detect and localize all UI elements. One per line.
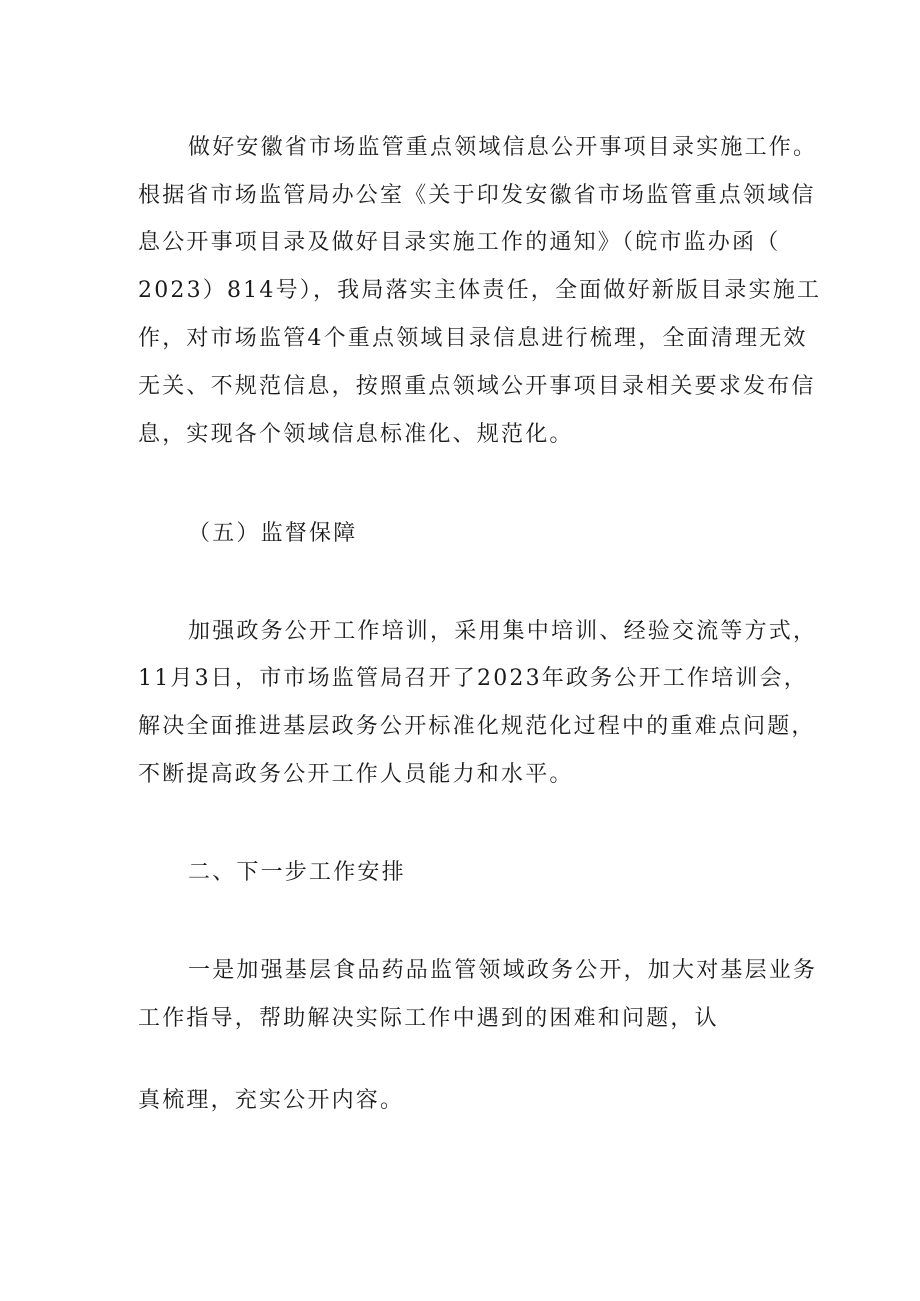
paragraph-line: 解决全面推进基层政务公开标准化规范化过程中的重难点问题，: [138, 714, 816, 739]
paragraph-line: 息公开事项目录及做好目录实施工作的通知》（皖市监办函（: [138, 230, 781, 255]
paragraph-line: 11月3日，市市场监管局召开了2023年政务公开工作培训会，: [138, 666, 808, 691]
paragraph-line: 一是加强基层食品药品监管领域政务公开，加大对基层业务: [188, 958, 818, 983]
paragraph-line: 工作指导，帮助解决实际工作中遇到的困难和问题，认: [138, 1006, 719, 1031]
paragraph-line: 做好安徽省市场监管重点领域信息公开事项目录实施工作。: [188, 135, 818, 160]
paragraph-line: 加强政务公开工作培训，采用集中培训、经验交流等方式，: [188, 619, 818, 644]
paragraph-line: 作，对市场监管4个重点领域目录信息进行梳理，全面清理无效: [138, 326, 808, 351]
paragraph-line: 根据省市场监管局办公室《关于印发安徽省市场监管重点领域信: [138, 183, 816, 208]
section-heading-next-steps: 二、下一步工作安排: [188, 860, 406, 885]
paragraph-line: 无关、不规范信息，按照重点领域公开事项目录相关要求发布信: [138, 374, 816, 399]
paragraph-line: 真梳理，充实公开内容。: [138, 1088, 405, 1113]
paragraph-line: 不断提高政务公开工作人员能力和水平。: [138, 762, 574, 787]
section-heading-supervision: （五）监督保障: [188, 521, 358, 546]
paragraph-line: 息，实现各个领域信息标准化、规范化。: [138, 422, 574, 447]
paragraph-line: 2023）814号），我局落实主体责任，全面做好新版目录实施工: [138, 278, 822, 303]
